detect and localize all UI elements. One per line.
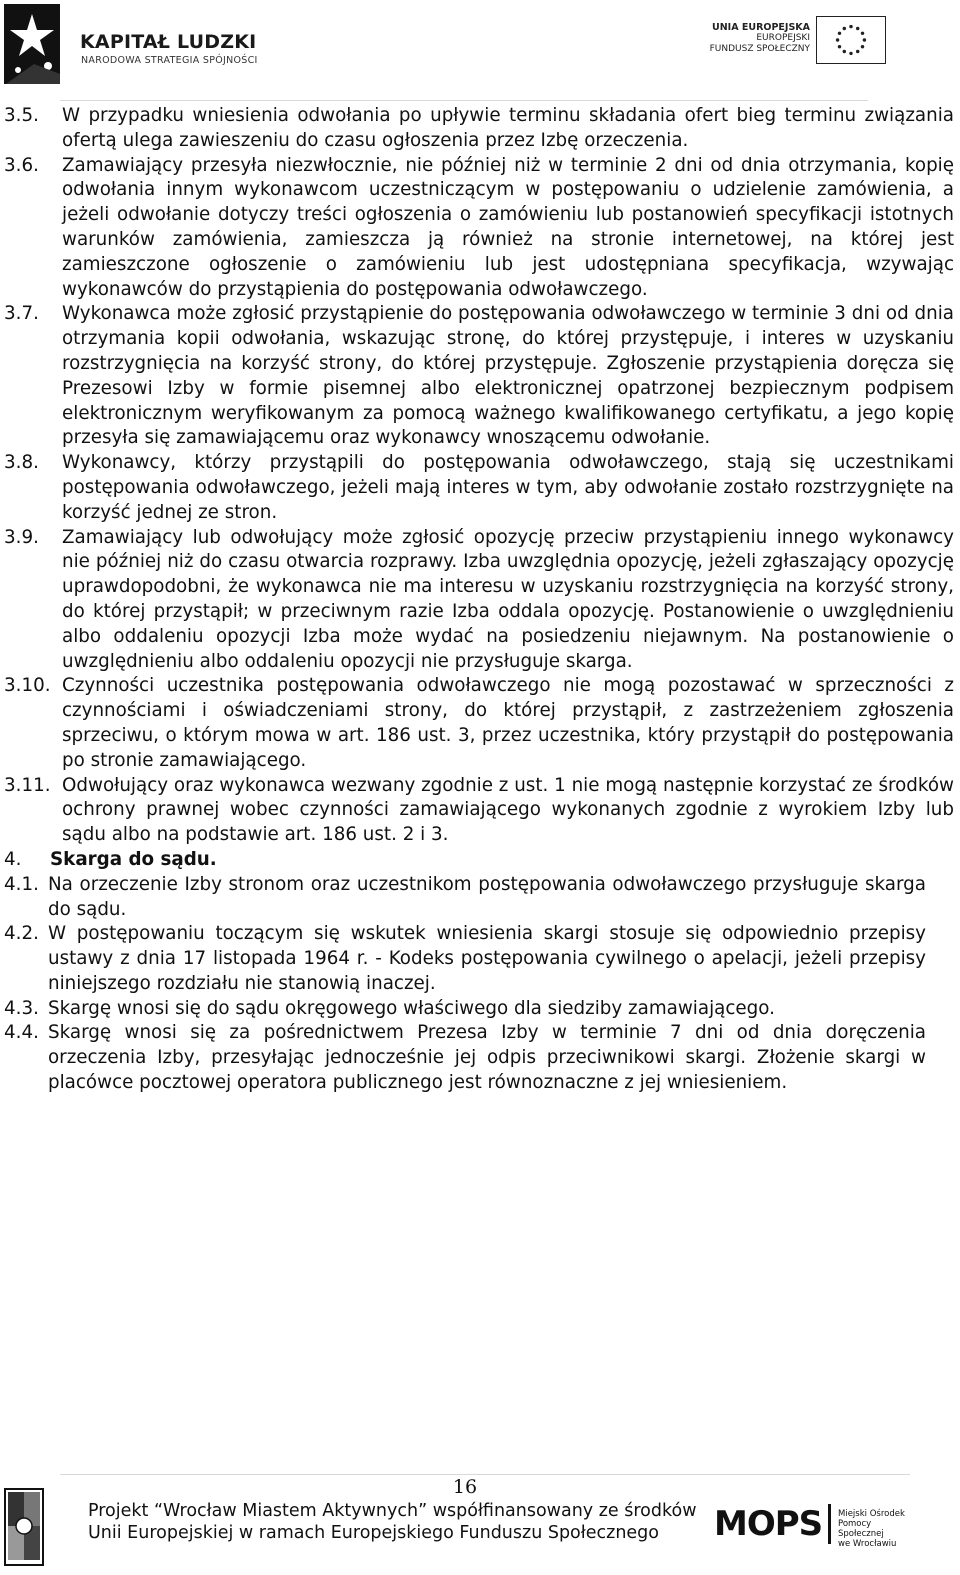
paragraph-text: Wykonawca może zgłosić przystąpienie do postępowania odwoławczego w terminie 3 dni od dnia otrzymania kopii odwołania, wskazując stronę, do której przystępuje, i interes w uzyskaniu rozstrzygnięcia na korzyść strony, do której przystępuje. Zgłoszenie przystąpienia doręcza się Prezesowi Izby w formie pisemnej albo elektronicznej opatrzonej bezpiecznym podpisem elektronicznym weryfikowanym za pomocą ważnego kwalifikowanego certyfikatu, a jego kopię przesyła się zamawiającemu oraz wykonawcy wnoszącemu odwołanie.	[62, 303, 954, 449]
paragraph-text: Skargę wnosi się za pośrednictwem Prezesa Izby w terminie 7 dni od dnia doręczenia orzeczenia Izby, przesyłając jednocześnie jej odpis przeciwnikowi skargi. Złożenie skargi w placówce pocztowej operatora publicznego jest równoznaczne z jej wniesieniem.	[48, 1022, 926, 1094]
mops-logo	[714, 1504, 914, 1550]
mops-wordmark: MOPS	[714, 1504, 831, 1544]
header-divider	[60, 100, 868, 101]
paragraph-number: 3.10.	[4, 675, 51, 697]
paragraph-number: 4.3.	[4, 997, 39, 1019]
paragraph-number: 3.6.	[4, 154, 39, 176]
paragraph-text: Odwołujący oraz wykonawca wezwany zgodnie z ust. 1 nie mogą następnie korzystać ze środków ochrony prawnej wobec czynności zamawiającego wykonanych zgodnie z wyrokiem Izby lub sądu albo na podstawie art. 186 ust. 2 i 3.	[62, 774, 954, 846]
paragraph-3-6	[0, 154, 960, 303]
mops-full-name	[838, 1509, 914, 1549]
footer-divider	[60, 1474, 910, 1475]
paragraph-number: 3.8.	[4, 452, 39, 474]
paragraph-3-5	[0, 104, 960, 154]
eu-logo-text	[710, 22, 810, 55]
mops-name-line-1: Miejski Ośrodek	[838, 1509, 905, 1519]
paragraph-4-2	[0, 922, 960, 996]
eu-line-1: UNIA EUROPEJSKA	[712, 22, 810, 33]
eu-logo	[700, 14, 890, 68]
paragraph-number: 3.9.	[4, 526, 39, 548]
paragraph-number: 4.1.	[4, 873, 39, 895]
paragraph-text: Wykonawcy, którzy przystąpili do postępowania odwoławczego, stają się uczestnikami postępowania odwoławczego, jeżeli mają interes w tym, aby odwołanie zostało rozstrzygnięte na korzyść jednej ze stron.	[62, 452, 954, 523]
paragraph-text: Czynności uczestnika postępowania odwoławczego nie mogą pozostawać w sprzeczności z czynnościami i oświadczeniami strony, do której przystąpił, z zastrzeżeniem zgłoszenia sprzeciwu, o którym mowa w art. 186 ust. 3, przez uczestnika, który przystąpił do postępowania po stronie zamawiającego.	[62, 675, 954, 771]
paragraph-number: 3.5.	[4, 105, 39, 126]
wroclaw-crest-icon	[4, 1488, 44, 1566]
paragraph-text: Zamawiający przesyła niezwłocznie, nie później niż w terminie 2 dni od dnia otrzymania, kopię odwołania innym wykonawcom uczestniczącym w postępowaniu o udzielenie zamówienia, a jeżeli odwołanie dotyczy treści ogłoszenia o zamówieniu lub postanowień specyfikacji istotnych warunków zamówienia, zamieszcza ją również na stronie internetowej, na której jest zamieszczone ogłoszenie o zamówieniu lub jest udostępniana specyfikacja, wzywając wykonawców do przystąpienia do postępowania odwoławczego.	[62, 154, 954, 300]
paragraph-3-10	[0, 674, 960, 773]
kapital-ludzki-star-icon	[4, 4, 66, 86]
eu-line-2: EUROPEJSKI	[756, 33, 810, 43]
mops-name-line-3: we Wrocławiu	[838, 1539, 897, 1549]
footer-project-text	[88, 1500, 697, 1544]
paragraph-text: W postępowaniu toczącym się wskutek wniesienia skargi stosuje się odpowiednio przepisy ustawy z dnia 17 listopada 1964 r. - Kodeks postępowania cywilnego o apelacji, jeżeli przepisy niniejszego rozdziału nie stanowią inaczej.	[48, 923, 926, 994]
paragraph-number: 4.4.	[4, 1022, 39, 1044]
section-number: 4.	[4, 848, 22, 870]
eu-flag-icon	[816, 16, 886, 64]
eu-line-3: FUNDUSZ SPOŁECZNY	[709, 44, 810, 54]
page-number: 16	[452, 1476, 478, 1498]
kapital-ludzki-title: KAPITAŁ LUDZKI	[80, 31, 257, 53]
page-header	[0, 0, 960, 96]
paragraph-text: W przypadku wniesienia odwołania po upływie terminu składania ofert bieg terminu związania ofertą ulega zawieszeniu do czasu ogłoszenia przez Izbę orzeczenia.	[62, 105, 954, 151]
document-body	[0, 104, 960, 1096]
paragraph-text: Zamawiający lub odwołujący może zgłosić opozycję przeciw przystąpieniu innego wykonawcy nie później niż do czasu otwarcia rozprawy. Izba uwzględnia opozycję, jeżeli zgłaszający opozycję uprawdopodobni, że wykonawca nie ma interesu w uzyskaniu rozstrzygnięcia na korzyść strony, do której przystąpił; w przeciwnym razie Izba oddala opozycję. Postanowienie o uwzględnieniu albo oddaleniu opozycji Izba może wydać na posiedzeniu niejawnym. Na postanowienie o uwzględnieniu albo oddaleniu opozycji nie przysługuje skarga.	[62, 526, 954, 672]
paragraph-3-11	[0, 774, 960, 848]
section-4-heading	[0, 848, 960, 873]
paragraph-number: 4.2.	[4, 923, 39, 945]
paragraph-number: 3.11.	[4, 774, 51, 796]
kapital-ludzki-subtitle: NARODOWA STRATEGIA SPÓJNOŚCI	[81, 55, 258, 66]
footer-line-1: Projekt “Wrocław Miastem Aktywnych” współfinansowany ze środków	[88, 1501, 697, 1521]
paragraph-3-7	[0, 302, 960, 451]
mops-name-line-2: Pomocy Społecznej	[838, 1519, 884, 1539]
paragraph-text: Na orzeczenie Izby stronom oraz uczestnikom postępowania odwoławczego przysługuje skarga do sądu.	[48, 873, 926, 920]
paragraph-3-8	[0, 451, 960, 525]
paragraph-4-1	[0, 873, 960, 923]
paragraph-4-3	[0, 997, 960, 1022]
footer-line-2: Unii Europejskiej w ramach Europejskiego Funduszu Społecznego	[88, 1523, 659, 1543]
paragraph-4-4	[0, 1021, 960, 1095]
paragraph-text: Skargę wnosi się do sądu okręgowego właściwego dla siedziby zamawiającego.	[48, 997, 775, 1019]
paragraph-number: 3.7.	[4, 303, 39, 325]
section-title: Skarga do sądu.	[50, 848, 217, 870]
paragraph-3-9	[0, 526, 960, 675]
kapital-ludzki-logo	[4, 4, 274, 84]
